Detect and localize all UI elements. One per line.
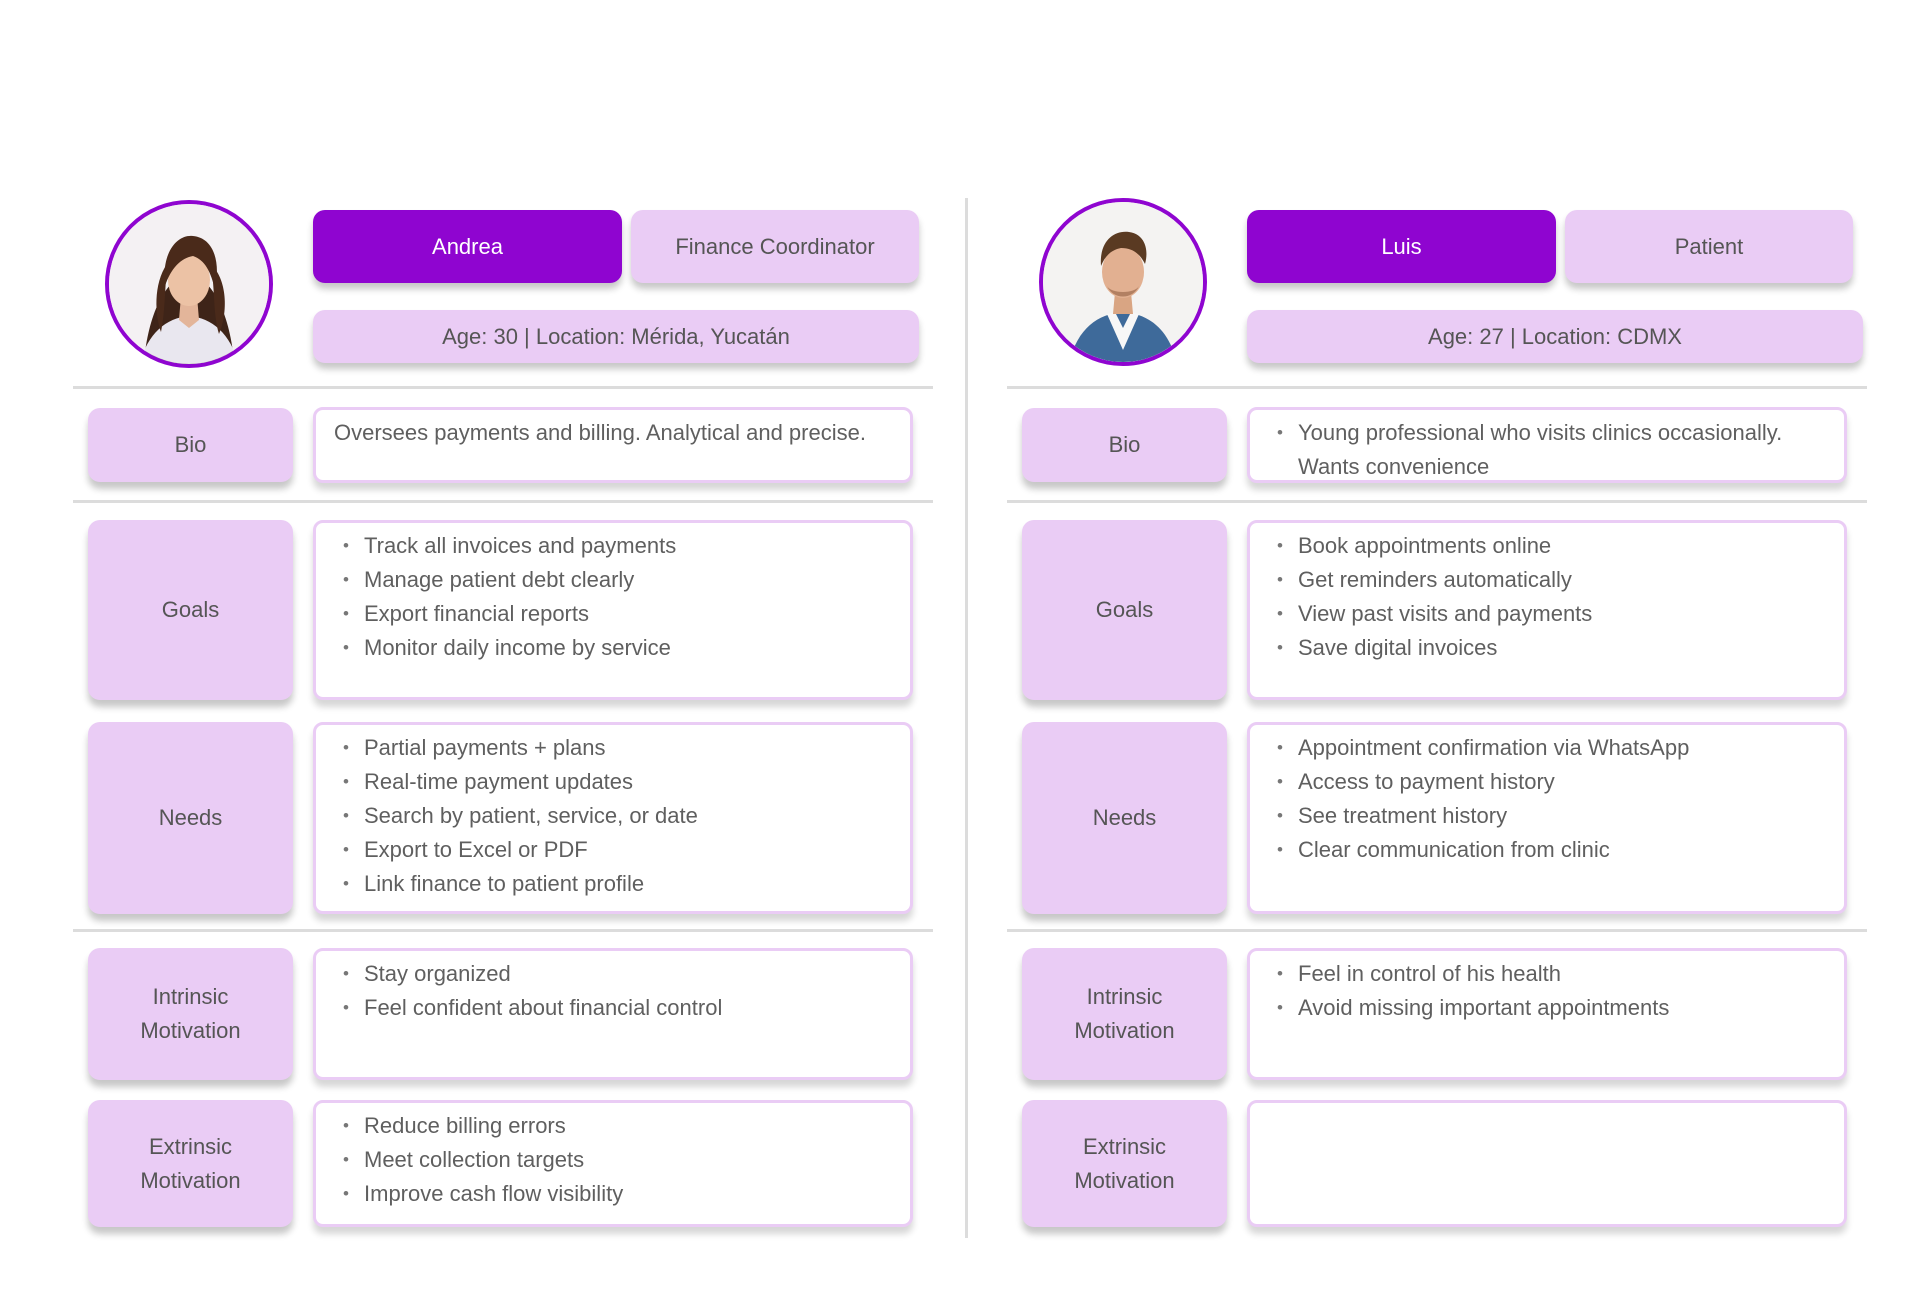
section-divider (1007, 386, 1867, 389)
bio-list (1268, 416, 1824, 484)
bio-label (1022, 408, 1227, 482)
bio-box (1247, 407, 1847, 483)
label-line: Intrinsic (1086, 984, 1163, 1009)
section-divider (1007, 500, 1867, 503)
woman-portrait-icon (109, 204, 269, 364)
needs-label-text: Needs (158, 805, 223, 830)
list-item: • Improve cash flow visibility (334, 1177, 890, 1211)
goals-label-text: Goals (161, 597, 220, 622)
goals-list (334, 529, 890, 665)
persona-role: Finance Coordinator (631, 210, 919, 283)
label-line: Extrinsic (1082, 1133, 1167, 1159)
list-item: • Search by patient, service, or date (334, 799, 890, 833)
list-item: • Meet collection targets (334, 1143, 890, 1177)
section-divider (73, 500, 933, 503)
list-item: • See treatment history (1268, 799, 1824, 833)
intrinsic-motivation-list (1268, 957, 1824, 1025)
needs-label (1022, 722, 1227, 914)
label-line: Motivation (140, 1018, 241, 1043)
list-item: • Young professional who visits clinics occasionally. Wants convenience (1268, 416, 1824, 484)
extrinsic-motivation-box (313, 1100, 913, 1227)
intrinsic-motivation-box (313, 948, 913, 1080)
list-item: • Clear communication from clinic (1268, 833, 1824, 867)
list-item: • Feel in control of his health (1268, 957, 1824, 991)
persona-name: Luis (1247, 210, 1556, 283)
intrinsic-motivation-label (1022, 948, 1227, 1080)
persona-card-luis (1007, 0, 1877, 1300)
list-item: • Link finance to patient profile (334, 867, 890, 901)
list-item: • Real-time payment updates (334, 765, 890, 799)
list-item: • Stay organized (334, 957, 890, 991)
persona-card-andrea (73, 0, 943, 1300)
list-item: • Access to payment history (1268, 765, 1824, 799)
needs-list (334, 731, 890, 901)
label-line: Motivation (1074, 1167, 1175, 1193)
extrinsic-motivation-box (1247, 1100, 1847, 1227)
goals-box (313, 520, 913, 700)
list-item: • Feel confident about financial control (334, 991, 890, 1025)
persona-role: Patient (1565, 210, 1853, 283)
list-item: • Monitor daily income by service (334, 631, 890, 665)
needs-box (313, 722, 913, 914)
persona-meta: Age: 27 | Location: CDMX (1247, 310, 1863, 363)
label-line: Intrinsic (152, 984, 229, 1009)
bio-box (313, 407, 913, 483)
section-divider (1007, 929, 1867, 932)
needs-box (1247, 722, 1847, 914)
list-item: • Manage patient debt clearly (334, 563, 890, 597)
bio-label-text: Bio (174, 432, 207, 457)
avatar (1039, 198, 1207, 366)
bio-label (88, 408, 293, 482)
avatar (105, 200, 273, 368)
extrinsic-motivation-label (1022, 1100, 1227, 1227)
goals-label (88, 520, 293, 700)
section-divider (73, 929, 933, 932)
label-line: Extrinsic (148, 1133, 233, 1159)
list-item: • Appointment confirmation via WhatsApp (1268, 731, 1824, 765)
bio-label-text: Bio (1108, 432, 1141, 457)
man-portrait-icon (1043, 202, 1203, 362)
intrinsic-motivation-list (334, 957, 890, 1025)
list-item: • Partial payments + plans (334, 731, 890, 765)
bio-text: Oversees payments and billing. Analytical and precise. (334, 420, 866, 445)
label-line: Motivation (140, 1167, 241, 1193)
extrinsic-motivation-label (88, 1100, 293, 1227)
list-item: • Get reminders automatically (1268, 563, 1824, 597)
goals-label-text: Goals (1095, 597, 1154, 622)
section-divider (73, 386, 933, 389)
intrinsic-motivation-label (88, 948, 293, 1080)
label-line: Motivation (1074, 1018, 1175, 1043)
needs-label-text: Needs (1092, 805, 1157, 830)
list-item: • View past visits and payments (1268, 597, 1824, 631)
list-item: • Export to Excel or PDF (334, 833, 890, 867)
persona-name: Andrea (313, 210, 622, 283)
goals-label (1022, 520, 1227, 700)
intrinsic-motivation-box (1247, 948, 1847, 1080)
needs-label (88, 722, 293, 914)
list-item: • Track all invoices and payments (334, 529, 890, 563)
list-item: • Book appointments online (1268, 529, 1824, 563)
list-item: • Export financial reports (334, 597, 890, 631)
extrinsic-motivation-list (334, 1109, 890, 1211)
goals-box (1247, 520, 1847, 700)
list-item: • Reduce billing errors (334, 1109, 890, 1143)
list-item: • Avoid missing important appointments (1268, 991, 1824, 1025)
list-item: • Save digital invoices (1268, 631, 1824, 665)
needs-list (1268, 731, 1824, 867)
goals-list (1268, 529, 1824, 665)
persona-meta: Age: 30 | Location: Mérida, Yucatán (313, 310, 919, 363)
persona-divider (965, 198, 968, 1238)
